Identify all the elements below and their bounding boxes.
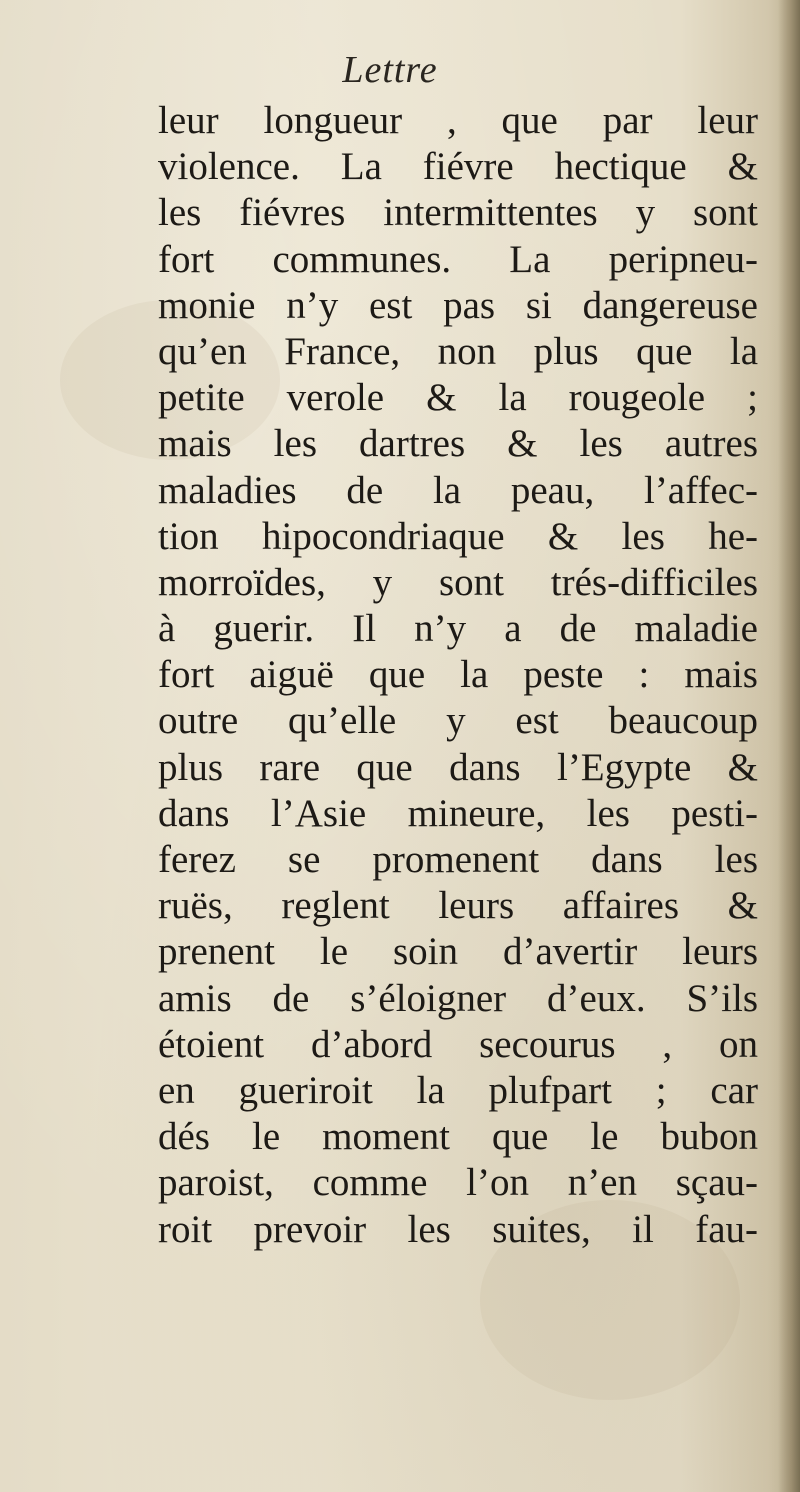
text-line: fort communes. La peripneu- <box>158 237 758 281</box>
text-line: mais les dartres & les autres <box>158 422 758 466</box>
text-line: ruës, reglent leurs affaires & <box>158 884 758 928</box>
text-line: les fiévres intermittentes y sont <box>158 191 758 235</box>
text-line: morroïdes, y sont trés-difficiles <box>158 560 758 604</box>
text-line: tion hipocondriaque & les he- <box>158 514 758 558</box>
text-line: leur longueur , que par leur <box>158 99 758 142</box>
text-line: monie n’y est pas si dangereuse <box>158 283 758 327</box>
text-line: violence. La fiévre hectique & <box>158 145 758 189</box>
text-line: qu’en France, non plus que la <box>158 329 758 373</box>
text-line: maladies de la peau, l’affec- <box>158 468 758 512</box>
text-line: petite verole & la rougeole ; <box>158 376 758 420</box>
text-line: roit prevoir les suites, il fau- <box>158 1207 758 1251</box>
body-text <box>158 98 758 1253</box>
text-line: fort aiguë que la peste : mais <box>158 653 758 697</box>
text-line: plus rare que dans l’Egypte & <box>158 745 758 789</box>
text-line: à guerir. Il n’y a de maladie <box>158 607 758 651</box>
text-line: paroist, comme l’on n’en sçau- <box>158 1161 758 1205</box>
text-line: en gueriroit la plufpart ; car <box>158 1068 758 1112</box>
text-line: ferez se promenent dans les <box>158 838 758 881</box>
text-line: dans l’Asie mineure, les pesti- <box>158 791 758 835</box>
running-head <box>0 48 800 92</box>
text-line: prenent le soin d’avertir leurs <box>158 930 758 974</box>
page-gutter <box>778 0 800 1492</box>
text-line: dés le moment que le bubon <box>158 1115 758 1159</box>
running-head-text: Lettre <box>342 49 438 91</box>
text-line: outre qu’elle y est beaucoup <box>158 699 758 743</box>
text-line: étoient d’abord secourus , on <box>158 1022 758 1066</box>
text-line: amis de s’éloigner d’eux. S’ils <box>158 976 758 1020</box>
